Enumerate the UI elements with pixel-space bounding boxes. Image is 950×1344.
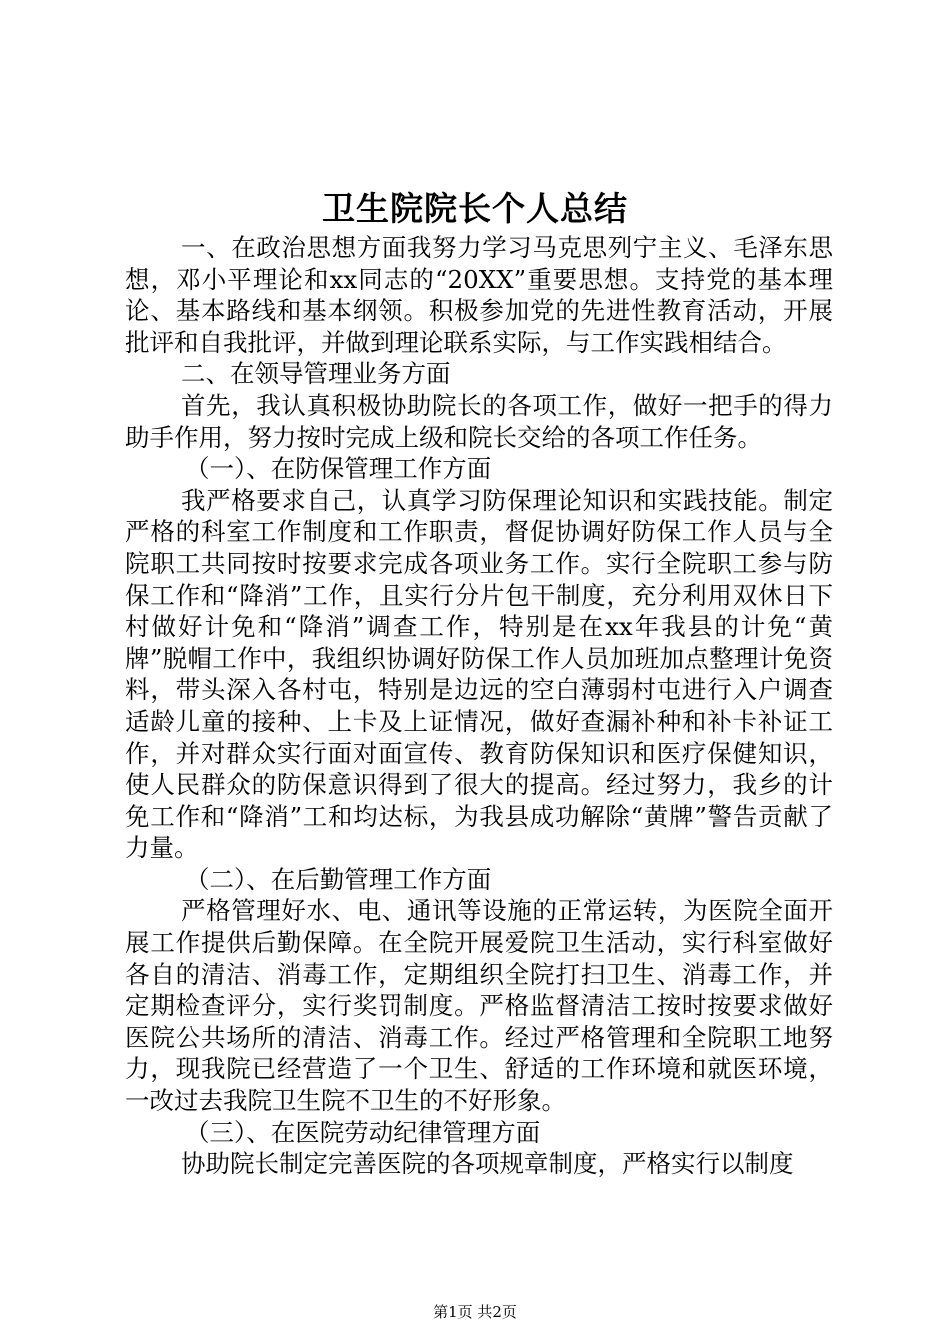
paragraph-labor-discipline: 协助院长制定完善医院的各项规章制度，严格实行以制度 [181,1149,794,1179]
paragraph-logistics-work: 严格管理好水、电、通讯等设施的正常运转，为医院全面开展工作提供后勤保障。在全院开展爱院卫生活动，实行科室做好各自的清洁、消毒工作，定期组织全院打扫卫生、消毒工作，并定期检查评分，实行奖罚制度。严格监督清洁工按时按要求做好医院公共场所的清洁、消毒工作。经过严格管理和全院职工地努力，现我院已经营造了一个卫生、舒适的工作环境和就医环境，一改过去我院卫生院不卫生的不好形象。 [125,896,833,1116]
paragraph-prevention-work: 我严格要求自己，认真学习防保理论知识和实践技能。制定严格的科室工作制度和工作职责，督促协调好防保工作人员与全院职工共同按时按要求完成各项业务工作。实行全院职工参与防保工作和“降消”工作，且实行分片包干制度，充分利用双休日下村做好计免和“降消”调查工作，特别是在xx年我县的计免“黄牌”脱帽工作中，我组织协调好防保工作人员加班加点整理计免资料，带头深入各村屯，特别是边远的空白薄弱村屯进行入户调查适龄儿童的接种、上卡及上证情况，做好查漏补种和补卡补证工作，并对群众实行面对面宣传、教育防保知识和医疗保健知识，使人民群众的防保意识得到了很大的提高。经过努力，我乡的计免工作和“降消”工和均达标，为我县成功解除“黄牌”警告贡献了力量。 [125,485,833,863]
paragraph-political-thought: 一、在政治思想方面我努力学习马克思列宁主义、毛泽东思想，邓小平理论和xx同志的“20XX”重要思想。支持党的基本理论、基本路线和基本纲领。积极参加党的先进性教育活动，开展批评和自我批评，并做到理论联系实际，与工作实践相结合。 [125,233,833,357]
document-body [125,232,833,1180]
heading-prevention-management: （一）、在防保管理工作方面 [185,454,492,484]
heading-labor-discipline: （三）、在医院劳动纪律管理方面 [185,1117,541,1147]
heading-leadership-management: 二、在领导管理业务方面 [181,359,451,389]
heading-logistics-management: （二）、在后勤管理工作方面 [185,864,492,894]
page-footer: 第1页 共2页 [433,1303,517,1321]
document-title: 卫生院院长个人总结 [322,189,628,228]
paragraph-assist-director: 首先，我认真积极协助院长的各项工作，做好一把手的得力助手作用，努力按时完成上级和院长交给的各项工作任务。 [125,390,833,452]
